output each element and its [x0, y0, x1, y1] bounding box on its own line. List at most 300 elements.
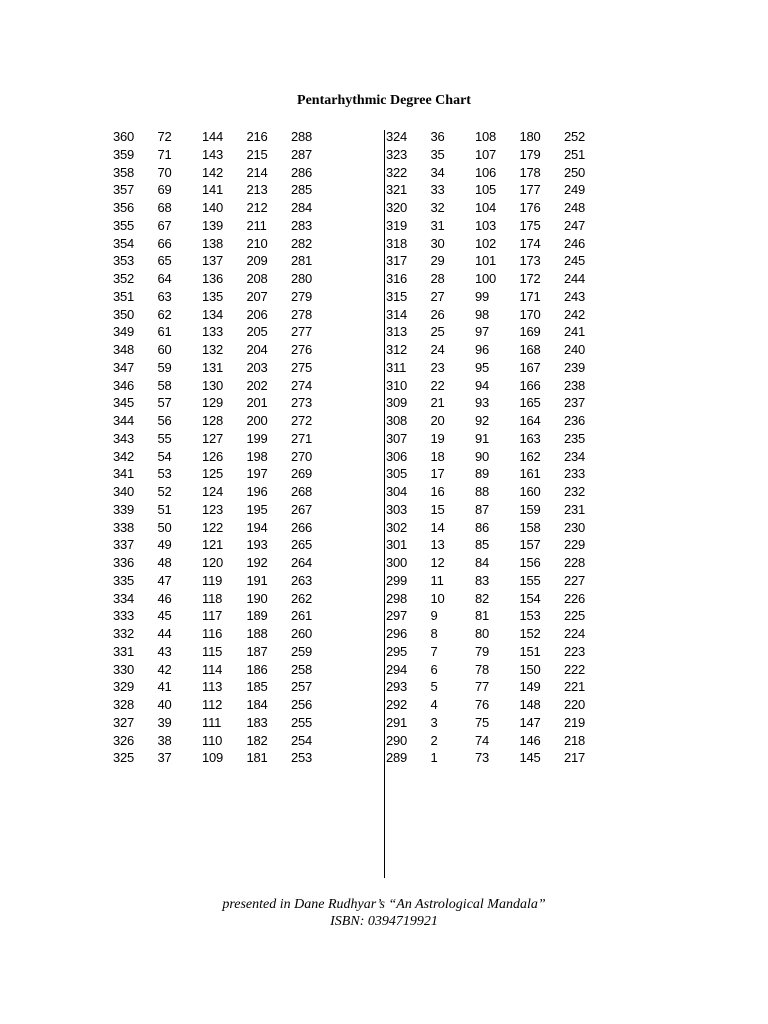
- degree-value: 173: [519, 253, 541, 269]
- degree-value: 262: [291, 590, 313, 606]
- table-row: [113, 732, 336, 750]
- degree-value: 243: [564, 288, 586, 304]
- degree-value: 40: [157, 697, 172, 712]
- degree-value: 261: [291, 608, 313, 624]
- degree-value: 332: [113, 626, 135, 641]
- degree-value: 51: [157, 501, 172, 517]
- degree-value: 174: [519, 235, 541, 251]
- degree-value: 360: [113, 129, 135, 144]
- degree-value: 256: [291, 697, 313, 712]
- table-row: [113, 217, 336, 235]
- degree-value: 61: [157, 324, 172, 340]
- degree-value: 126: [202, 448, 224, 464]
- table-row: [113, 306, 336, 324]
- table-row: [386, 181, 609, 199]
- degree-value: 123: [202, 501, 224, 517]
- degree-value: 212: [246, 200, 268, 215]
- degree-value: 207: [246, 288, 268, 304]
- degree-value: 305: [386, 466, 408, 482]
- degree-value: 172: [519, 271, 541, 286]
- degree-value: 14: [430, 519, 445, 535]
- degree-value: 3: [430, 714, 438, 730]
- degree-value: 49: [157, 537, 172, 553]
- degree-value: 33: [430, 182, 445, 198]
- table-row: [386, 164, 609, 182]
- degree-value: 294: [386, 661, 408, 677]
- degree-value: 263: [291, 572, 313, 588]
- degree-value: 54: [157, 448, 172, 464]
- degree-value: 250: [564, 164, 586, 180]
- degree-value: 272: [291, 413, 313, 428]
- table-row: [386, 483, 609, 501]
- degree-value: 304: [386, 484, 408, 499]
- degree-value: 2: [430, 732, 438, 748]
- degree-value: 328: [113, 697, 135, 712]
- degree-value: 179: [519, 146, 541, 162]
- degree-value: 74: [475, 732, 490, 748]
- degree-value: 338: [113, 519, 135, 535]
- degree-value: 149: [519, 679, 541, 695]
- degree-value: 231: [564, 501, 586, 517]
- table-row: [113, 625, 336, 643]
- degree-value: 228: [564, 555, 586, 570]
- degree-value: 102: [475, 235, 497, 251]
- table-row: [386, 359, 609, 377]
- degree-value: 55: [157, 430, 172, 446]
- degree-value: 163: [519, 430, 541, 446]
- degree-value: 265: [291, 537, 313, 553]
- degree-value: 53: [157, 466, 172, 482]
- degree-value: 336: [113, 555, 135, 570]
- degree-value: 278: [291, 306, 313, 322]
- degree-value: 178: [519, 164, 541, 180]
- degree-value: 230: [564, 519, 586, 535]
- degree-value: 215: [246, 146, 268, 162]
- degree-value: 255: [291, 714, 313, 730]
- degree-value: 83: [475, 572, 490, 588]
- degree-value: 240: [564, 342, 586, 357]
- degree-value: 190: [246, 590, 268, 606]
- degree-value: 268: [291, 484, 313, 499]
- degree-value: 273: [291, 395, 313, 411]
- degree-value: 343: [113, 430, 135, 446]
- degree-value: 283: [291, 217, 313, 233]
- table-row: [113, 164, 336, 182]
- degree-value: 213: [246, 182, 268, 198]
- table-row: [386, 448, 609, 466]
- degree-value: 97: [475, 324, 490, 340]
- degree-value: 17: [430, 466, 445, 482]
- degree-value: 125: [202, 466, 224, 482]
- degree-value: 217: [564, 750, 586, 766]
- table-row: [113, 590, 336, 608]
- degree-value: 151: [519, 643, 541, 659]
- degree-value: 267: [291, 501, 313, 517]
- degree-value: 147: [519, 714, 541, 730]
- degree-value: 105: [475, 182, 497, 198]
- degree-value: 93: [475, 395, 490, 411]
- degree-value: 64: [157, 271, 172, 286]
- degree-value: 358: [113, 164, 135, 180]
- degree-value: 340: [113, 484, 135, 499]
- degree-value: 41: [157, 679, 172, 695]
- degree-value: 341: [113, 466, 135, 482]
- degree-value: 76: [475, 697, 490, 712]
- degree-value: 66: [157, 235, 172, 251]
- table-row: [386, 217, 609, 235]
- citation-text: presented in Dane Rudhyar’s “An Astrological Mandala”: [222, 897, 546, 912]
- degree-value: 359: [113, 146, 135, 162]
- degree-value: 325: [113, 750, 135, 766]
- degree-value: 18: [430, 448, 445, 464]
- degree-value: 91: [475, 430, 490, 446]
- table-row: [113, 181, 336, 199]
- table-row: [386, 749, 609, 767]
- degree-value: 4: [430, 697, 438, 712]
- degree-value: 307: [386, 430, 408, 446]
- degree-value: 116: [202, 626, 223, 641]
- degree-value: 214: [246, 164, 268, 180]
- degree-value: 349: [113, 324, 135, 340]
- degree-value: 26: [430, 306, 445, 322]
- table-row: [113, 235, 336, 253]
- table-row: [113, 536, 336, 554]
- degree-value: 22: [430, 377, 445, 393]
- degree-value: 34: [430, 164, 445, 180]
- degree-value: 234: [564, 448, 586, 464]
- degree-value: 209: [246, 253, 268, 269]
- degree-value: 287: [291, 146, 313, 162]
- degree-value: 289: [386, 750, 408, 766]
- degree-value: 43: [157, 643, 172, 659]
- table-row: [386, 661, 609, 679]
- degree-value: 352: [113, 271, 135, 286]
- degree-value: 237: [564, 395, 586, 411]
- degree-value: 56: [157, 413, 172, 428]
- degree-value: 184: [246, 697, 268, 712]
- degree-value: 319: [386, 217, 408, 233]
- degree-value: 10: [430, 590, 445, 606]
- table-row: [113, 323, 336, 341]
- degree-value: 128: [202, 413, 224, 428]
- degree-value: 313: [386, 324, 408, 340]
- degree-value: 109: [202, 750, 224, 766]
- degree-value: 295: [386, 643, 408, 659]
- degree-value: 182: [246, 732, 268, 748]
- degree-value: 298: [386, 590, 408, 606]
- degree-value: 132: [202, 342, 224, 357]
- degree-value: 254: [291, 732, 313, 748]
- degree-value: 144: [202, 129, 224, 144]
- table-row: [113, 288, 336, 306]
- degree-value: 96: [475, 342, 490, 357]
- degree-value: 333: [113, 608, 135, 624]
- degree-value: 137: [202, 253, 224, 269]
- table-row: [386, 572, 609, 590]
- degree-value: 19: [430, 430, 445, 446]
- degree-value: 77: [475, 679, 490, 695]
- degree-value: 86: [475, 519, 490, 535]
- degree-value: 276: [291, 342, 313, 357]
- degree-value: 36: [430, 129, 445, 144]
- degree-value: 200: [246, 413, 268, 428]
- table-row: [113, 430, 336, 448]
- degree-value: 331: [113, 643, 135, 659]
- degree-value: 29: [430, 253, 445, 269]
- degree-value: 270: [291, 448, 313, 464]
- degree-value: 150: [519, 661, 541, 677]
- degree-value: 46: [157, 590, 172, 606]
- table-row: [113, 146, 336, 164]
- degree-value: 161: [519, 466, 541, 482]
- degree-value: 65: [157, 253, 172, 269]
- degree-value: 114: [202, 661, 223, 677]
- degree-value: 245: [564, 253, 586, 269]
- table-row: [386, 430, 609, 448]
- degree-value: 291: [386, 714, 408, 730]
- degree-value: 317: [386, 253, 408, 269]
- table-row: [113, 341, 336, 359]
- degree-value: 357: [113, 182, 135, 198]
- degree-value: 216: [246, 129, 268, 144]
- degree-value: 139: [202, 217, 224, 233]
- degree-value: 280: [291, 271, 313, 286]
- table-row: [386, 643, 609, 661]
- degree-value: 148: [519, 697, 541, 712]
- degree-value: 106: [475, 164, 497, 180]
- table-row: [386, 465, 609, 483]
- degree-value: 219: [564, 714, 586, 730]
- degree-value: 71: [157, 146, 172, 162]
- degree-value: 326: [113, 732, 135, 748]
- degree-value: 197: [246, 466, 268, 482]
- degree-value: 111: [202, 714, 222, 730]
- degree-value: 32: [430, 200, 445, 215]
- degree-value: 260: [291, 626, 313, 641]
- degree-value: 239: [564, 359, 586, 375]
- table-row: [386, 394, 609, 412]
- degree-value: 279: [291, 288, 313, 304]
- degree-value: 296: [386, 626, 408, 641]
- table-row: [386, 607, 609, 625]
- degree-value: 314: [386, 306, 408, 322]
- degree-value: 162: [519, 448, 541, 464]
- degree-value: 226: [564, 590, 586, 606]
- degree-value: 117: [202, 608, 223, 624]
- degree-value: 224: [564, 626, 586, 641]
- degree-value: 205: [246, 324, 268, 340]
- table-row: [386, 377, 609, 395]
- degree-value: 222: [564, 661, 586, 677]
- degree-value: 159: [519, 501, 541, 517]
- degree-value: 308: [386, 413, 408, 428]
- degree-value: 20: [430, 413, 445, 428]
- degree-value: 210: [246, 235, 268, 251]
- degree-value: 297: [386, 608, 408, 624]
- table-row: [113, 359, 336, 377]
- degree-value: 351: [113, 288, 135, 304]
- degree-value: 322: [386, 164, 408, 180]
- table-row: [113, 643, 336, 661]
- degree-value: 152: [519, 626, 541, 641]
- degree-value: 220: [564, 697, 586, 712]
- degree-value: 241: [564, 324, 586, 340]
- page-title: Pentarhythmic Degree Chart: [297, 93, 471, 108]
- table-row: [113, 661, 336, 679]
- degree-value: 90: [475, 448, 490, 464]
- degree-value: 244: [564, 271, 586, 286]
- degree-value: 315: [386, 288, 408, 304]
- degree-value: 233: [564, 466, 586, 482]
- degree-value: 62: [157, 306, 172, 322]
- degree-value: 164: [519, 413, 541, 428]
- degree-value: 157: [519, 537, 541, 553]
- degree-value: 47: [157, 572, 172, 588]
- degree-value: 92: [475, 413, 490, 428]
- degree-value: 306: [386, 448, 408, 464]
- degree-value: 169: [519, 324, 541, 340]
- degree-value: 238: [564, 377, 586, 393]
- degree-value: 253: [291, 750, 313, 766]
- degree-value: 192: [246, 555, 268, 570]
- degree-value: 185: [246, 679, 268, 695]
- degree-value: 135: [202, 288, 224, 304]
- table-row: [113, 519, 336, 537]
- degree-value: 354: [113, 235, 135, 251]
- degree-value: 318: [386, 235, 408, 251]
- degree-value: 275: [291, 359, 313, 375]
- degree-value: 189: [246, 608, 268, 624]
- degree-value: 9: [430, 608, 438, 624]
- degree-value: 284: [291, 200, 313, 215]
- degree-value: 251: [564, 146, 586, 162]
- degree-value: 335: [113, 572, 135, 588]
- degree-value: 259: [291, 643, 313, 659]
- table-row: [386, 341, 609, 359]
- degree-value: 264: [291, 555, 313, 570]
- degree-value: 199: [246, 430, 268, 446]
- degree-value: 13: [430, 537, 445, 553]
- degree-value: 27: [430, 288, 445, 304]
- table-row: [113, 483, 336, 501]
- degree-value: 134: [202, 306, 224, 322]
- table-row: [113, 678, 336, 696]
- degree-value: 6: [430, 661, 438, 677]
- degree-value: 198: [246, 448, 268, 464]
- degree-value: 339: [113, 501, 135, 517]
- degree-value: 73: [475, 750, 490, 766]
- degree-value: 155: [519, 572, 541, 588]
- degree-value: 153: [519, 608, 541, 624]
- degree-value: 85: [475, 537, 490, 553]
- table-row: [386, 412, 609, 430]
- degree-value: 98: [475, 306, 490, 322]
- degree-value: 57: [157, 395, 172, 411]
- degree-value: 81: [475, 608, 490, 624]
- table-row: [386, 501, 609, 519]
- degree-value: 42: [157, 661, 172, 677]
- table-row: [113, 377, 336, 395]
- degree-value: 266: [291, 519, 313, 535]
- degree-value: 292: [386, 697, 408, 712]
- table-row: [386, 554, 609, 572]
- degree-value: 303: [386, 501, 408, 517]
- table-row: [113, 607, 336, 625]
- degree-value: 334: [113, 590, 135, 606]
- table-row: [386, 252, 609, 270]
- degree-value: 84: [475, 555, 490, 570]
- table-row: [113, 501, 336, 519]
- degree-value: 348: [113, 342, 135, 357]
- degree-value: 271: [291, 430, 313, 446]
- table-row: [113, 128, 336, 146]
- degree-value: 25: [430, 324, 445, 340]
- degree-value: 167: [519, 359, 541, 375]
- degree-value: 142: [202, 164, 224, 180]
- degree-value: 12: [430, 555, 445, 570]
- degree-value: 176: [519, 200, 541, 215]
- table-row: [386, 323, 609, 341]
- degree-value: 165: [519, 395, 541, 411]
- degree-value: 129: [202, 395, 224, 411]
- degree-value: 187: [246, 643, 268, 659]
- degree-value: 186: [246, 661, 268, 677]
- degree-value: 223: [564, 643, 586, 659]
- degree-value: 21: [430, 395, 445, 411]
- degree-value: 342: [113, 448, 135, 464]
- degree-value: 136: [202, 271, 224, 286]
- degree-value: 60: [157, 342, 172, 357]
- degree-value: 218: [564, 732, 586, 748]
- degree-value: 232: [564, 484, 586, 499]
- degree-value: 323: [386, 146, 408, 162]
- degree-value: 44: [157, 626, 172, 641]
- degree-value: 204: [246, 342, 268, 357]
- degree-value: 269: [291, 466, 313, 482]
- degree-value: 288: [291, 129, 313, 144]
- degree-value: 316: [386, 271, 408, 286]
- degree-value: 248: [564, 200, 586, 215]
- table-row: [386, 590, 609, 608]
- degree-value: 141: [202, 182, 224, 198]
- degree-value: 286: [291, 164, 313, 180]
- degree-value: 124: [202, 484, 224, 499]
- degree-value: 327: [113, 714, 135, 730]
- degree-value: 257: [291, 679, 313, 695]
- degree-value: 58: [157, 377, 172, 393]
- degree-value: 38: [157, 732, 172, 748]
- degree-value: 337: [113, 537, 135, 553]
- table-row: [386, 536, 609, 554]
- degree-value: 52: [157, 484, 172, 499]
- degree-value: 183: [246, 714, 268, 730]
- degree-value: 242: [564, 306, 586, 322]
- degree-value: 48: [157, 555, 172, 570]
- degree-value: 201: [246, 395, 268, 411]
- degree-value: 221: [564, 679, 586, 695]
- degree-value: 113: [202, 679, 223, 695]
- degree-value: 171: [519, 288, 541, 304]
- table-row: [113, 572, 336, 590]
- table-row: [386, 678, 609, 696]
- degree-value: 350: [113, 306, 135, 322]
- degree-value: 31: [430, 217, 445, 233]
- degree-value: 89: [475, 466, 490, 482]
- degree-value: 193: [246, 537, 268, 553]
- degree-value: 8: [430, 626, 438, 641]
- degree-value: 7: [430, 643, 438, 659]
- degree-value: 321: [386, 182, 408, 198]
